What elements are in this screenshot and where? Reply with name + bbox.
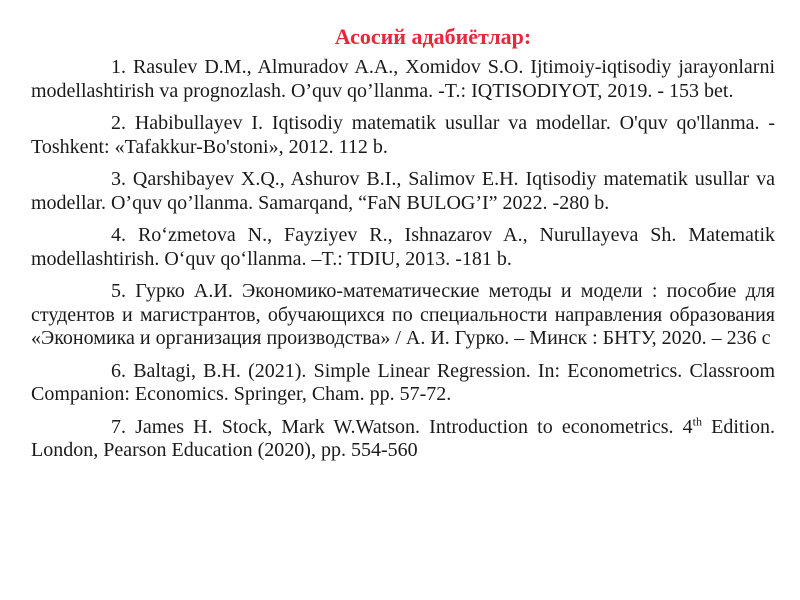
reference-text-start: James H. Stock, Mark W.Watson. Introduction to econometrics. 4 bbox=[135, 415, 693, 438]
reference-item-4 bbox=[31, 224, 775, 271]
reference-number: 7. bbox=[111, 415, 126, 438]
reference-text: Habibullayev I. Iqtisodiy matematik usullar va modellar. O'quv qo'llanma. -Toshkent: «Tafakkur-Bo'stoni», 2012. 112 b. bbox=[31, 112, 775, 158]
reference-item-3 bbox=[31, 168, 775, 215]
reference-number: 6. bbox=[111, 359, 126, 382]
reference-text-end: Edition. London, Pearson Education (2020), pp. 554-560 bbox=[31, 415, 776, 461]
reference-text: Baltagi, B.H. (2021). Simple Linear Regression. In: Econometrics. Classroom Companion: Economics. Springer, Cham. pp. 57-72. bbox=[31, 359, 775, 405]
slide-title: Асосий адабиётлар: bbox=[334, 24, 532, 49]
reference-number: 4. bbox=[111, 224, 126, 246]
reference-item-7 bbox=[31, 413, 776, 463]
edition-superscript: th bbox=[692, 413, 702, 428]
reference-text: Ro‘zmetova N., Fayziyev R., Ishnazarov A., Nurullayeva Sh. Matematik modellashtirish. O‘quv qo‘llanma. –T.: TDIU, 2013. -181 b. bbox=[31, 224, 776, 270]
references-slide bbox=[31, 22, 775, 472]
reference-number: 2. bbox=[111, 112, 126, 134]
reference-item-1 bbox=[31, 56, 775, 103]
reference-text: Qarshibayev X.Q., Ashurov B.I., Salimov E.H. Iqtisodiy matematik usullar va modellar. O’quv qo’llanma. Samarqand, “FaN BULOG’I” 2022. -280 b. bbox=[31, 168, 776, 214]
reference-item-2 bbox=[31, 112, 775, 159]
reference-number: 5. bbox=[111, 280, 126, 302]
reference-item-6 bbox=[31, 360, 775, 407]
reference-item-5 bbox=[31, 280, 775, 351]
reference-number: 3. bbox=[111, 168, 126, 190]
reference-text: Гурко А.И. Экономико-математические методы и модели : пособие для студентов и магистрантов, обучающихся по специальности направления образования «Экономика и организация производства» / А. И. Гурко. – Минск : БНТУ, 2020. – 236 с bbox=[31, 280, 776, 349]
reference-text: Rasulev D.M., Almuradov A.A., Xomidov S.O. Ijtimoiy-iqtisodiy jarayonlarni modellashtirish va prognozlash. O’quv qo’llanma. -T.: IQTISODIYOT, 2019. - 153 bet. bbox=[31, 56, 775, 102]
reference-number: 1. bbox=[111, 56, 126, 78]
